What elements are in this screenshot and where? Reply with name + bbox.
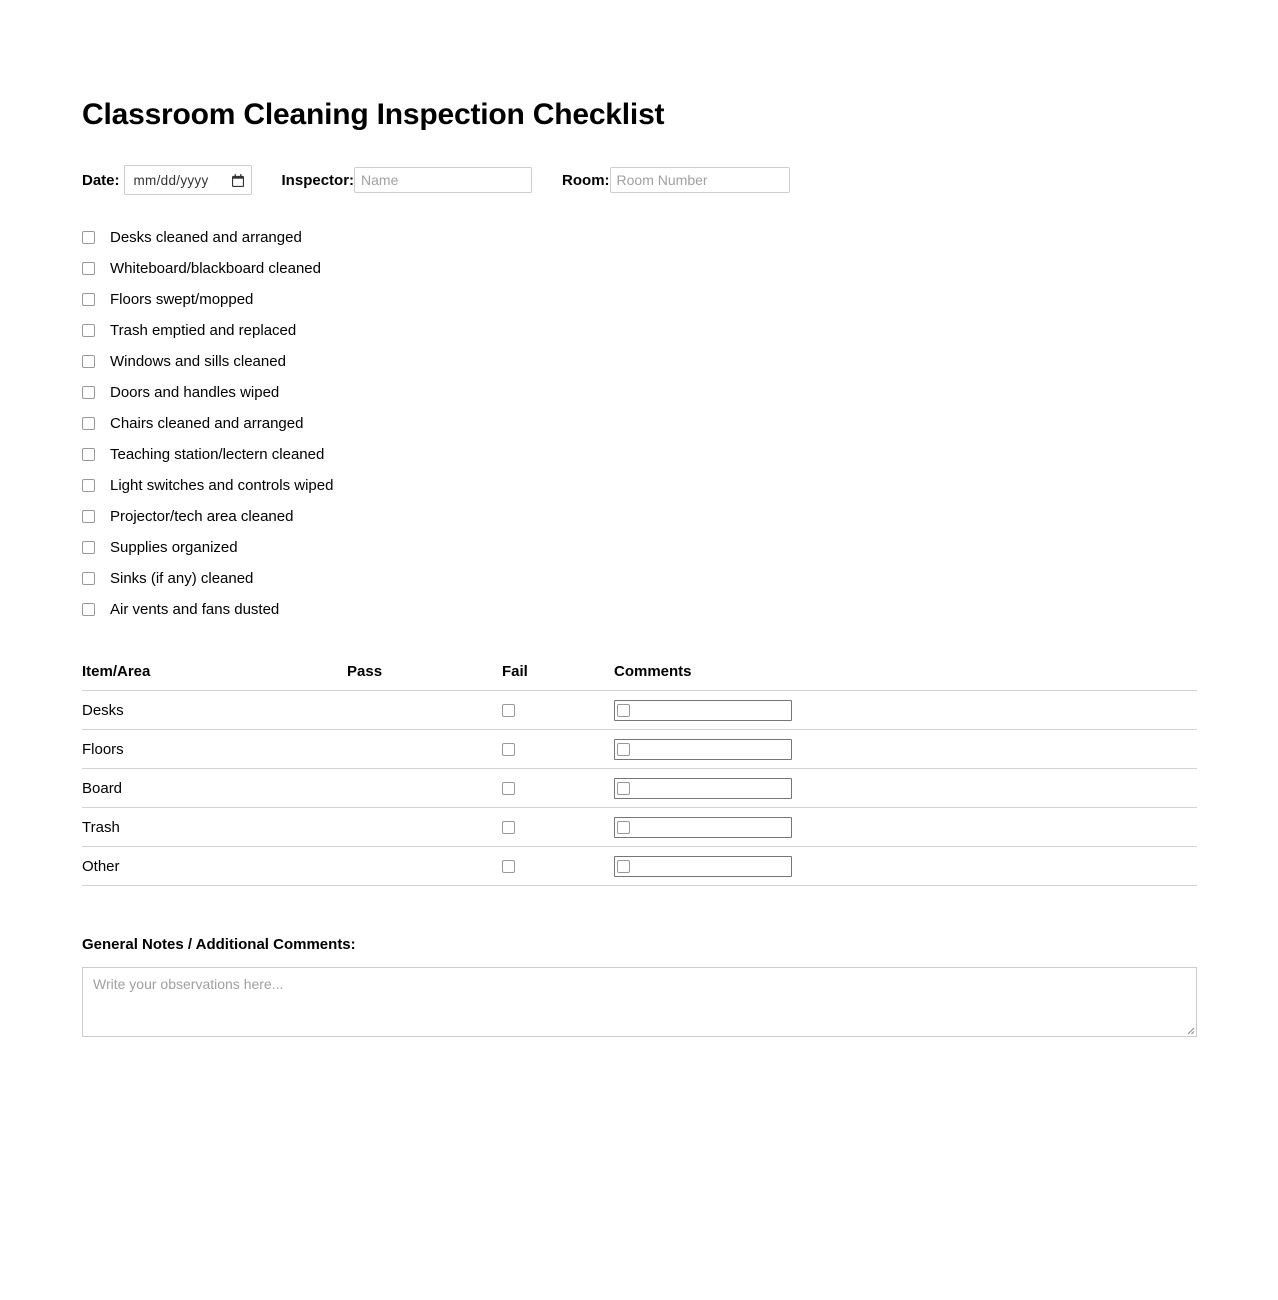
checklist-item-label: Teaching station/lectern cleaned	[110, 445, 325, 463]
checkbox[interactable]	[82, 448, 95, 461]
general-notes-heading: General Notes / Additional Comments:	[82, 936, 356, 953]
checkbox[interactable]	[82, 603, 95, 616]
row-fail-cell	[502, 847, 614, 886]
checklist-item[interactable]	[82, 408, 1198, 439]
row-fail-cell	[502, 730, 614, 769]
room-label: Room:	[562, 171, 610, 189]
fail-checkbox[interactable]	[502, 782, 515, 795]
row-comment-cell	[614, 808, 1197, 847]
row-pass-cell	[347, 847, 502, 886]
table-row	[82, 691, 1197, 730]
checkbox[interactable]	[82, 355, 95, 368]
row-fail-cell	[502, 808, 614, 847]
date-label: Date:	[82, 171, 120, 189]
table-header-row	[82, 663, 1197, 691]
row-item-label: Other	[82, 847, 347, 886]
checklist-item-label: Desks cleaned and arranged	[110, 228, 302, 246]
checklist-item-label: Floors swept/mopped	[110, 290, 254, 308]
checklist-item-label: Windows and sills cleaned	[110, 352, 286, 370]
checklist-item[interactable]	[82, 501, 1198, 532]
checkbox[interactable]	[82, 324, 95, 337]
checklist-item[interactable]	[82, 315, 1198, 346]
checklist-item[interactable]	[82, 222, 1198, 253]
checklist-item-label: Chairs cleaned and arranged	[110, 414, 304, 432]
comment-input[interactable]	[614, 817, 792, 838]
checkbox[interactable]	[82, 262, 95, 275]
row-comment-cell	[614, 847, 1197, 886]
inspector-field-group	[282, 167, 533, 193]
checkbox[interactable]	[82, 231, 95, 244]
comment-input[interactable]	[614, 700, 792, 721]
checklist-item-label: Whiteboard/blackboard cleaned	[110, 259, 321, 277]
row-item-label: Floors	[82, 730, 347, 769]
checklist-item[interactable]	[82, 563, 1198, 594]
checklist-item-label: Sinks (if any) cleaned	[110, 569, 254, 587]
pass-checkbox[interactable]	[617, 704, 630, 717]
row-comment-cell	[614, 730, 1197, 769]
date-input-value: mm/dd/yyyy	[133, 172, 209, 188]
row-item-label: Desks	[82, 691, 347, 730]
pass-checkbox[interactable]	[617, 743, 630, 756]
column-header-item: Item/Area	[82, 663, 347, 691]
fail-checkbox[interactable]	[502, 821, 515, 834]
checklist-item-label: Air vents and fans dusted	[110, 600, 280, 618]
checkbox[interactable]	[82, 386, 95, 399]
checklist-item[interactable]	[82, 253, 1198, 284]
checklist-item-label: Trash emptied and replaced	[110, 321, 297, 339]
checklist-item[interactable]	[82, 284, 1198, 315]
fail-checkbox[interactable]	[502, 704, 515, 717]
checklist-item[interactable]	[82, 439, 1198, 470]
checklist-item-label: Doors and handles wiped	[110, 383, 280, 401]
row-item-label: Trash	[82, 808, 347, 847]
room-input[interactable]	[610, 167, 790, 193]
comment-input[interactable]	[614, 778, 792, 799]
inspection-table	[82, 663, 1197, 886]
row-item-label: Board	[82, 769, 347, 808]
row-pass-cell	[347, 769, 502, 808]
checkbox[interactable]	[82, 293, 95, 306]
general-notes-textarea[interactable]	[82, 967, 1197, 1037]
fail-checkbox[interactable]	[502, 743, 515, 756]
inspector-label: Inspector:	[281, 171, 355, 189]
table-row	[82, 769, 1197, 808]
pass-checkbox[interactable]	[617, 821, 630, 834]
column-header-comments: Comments	[614, 663, 1197, 691]
room-field-group	[562, 167, 790, 193]
meta-fields-row	[82, 165, 1198, 195]
table-row	[82, 808, 1197, 847]
checklist-item[interactable]	[82, 594, 1198, 625]
checklist-item[interactable]	[82, 346, 1198, 377]
inspector-input[interactable]	[354, 167, 532, 193]
pass-checkbox[interactable]	[617, 782, 630, 795]
date-field-group	[82, 165, 252, 195]
general-notes-wrapper	[82, 967, 1197, 1037]
checkbox[interactable]	[82, 541, 95, 554]
column-header-fail: Fail	[502, 663, 614, 691]
calendar-icon[interactable]	[232, 174, 244, 187]
checklist-item-label: Supplies organized	[110, 538, 238, 556]
column-header-pass: Pass	[347, 663, 502, 691]
checklist-item[interactable]	[82, 532, 1198, 563]
comment-input[interactable]	[614, 856, 792, 877]
checkbox[interactable]	[82, 417, 95, 430]
row-comment-cell	[614, 691, 1197, 730]
checkbox[interactable]	[82, 479, 95, 492]
pass-checkbox[interactable]	[617, 860, 630, 873]
row-pass-cell	[347, 808, 502, 847]
table-row	[82, 730, 1197, 769]
cleaning-checklist	[82, 222, 1198, 625]
row-fail-cell	[502, 691, 614, 730]
comment-input[interactable]	[614, 739, 792, 760]
checkbox[interactable]	[82, 572, 95, 585]
checklist-item-label: Light switches and controls wiped	[110, 476, 334, 494]
checklist-item[interactable]	[82, 377, 1198, 408]
date-input[interactable]	[124, 165, 252, 195]
row-comment-cell	[614, 769, 1197, 808]
row-fail-cell	[502, 769, 614, 808]
page-title: Classroom Cleaning Inspection Checklist	[82, 98, 665, 131]
row-pass-cell	[347, 691, 502, 730]
checkbox[interactable]	[82, 510, 95, 523]
table-row	[82, 847, 1197, 886]
checklist-item-label: Projector/tech area cleaned	[110, 507, 294, 525]
fail-checkbox[interactable]	[502, 860, 515, 873]
checklist-item[interactable]	[82, 470, 1198, 501]
row-pass-cell	[347, 730, 502, 769]
